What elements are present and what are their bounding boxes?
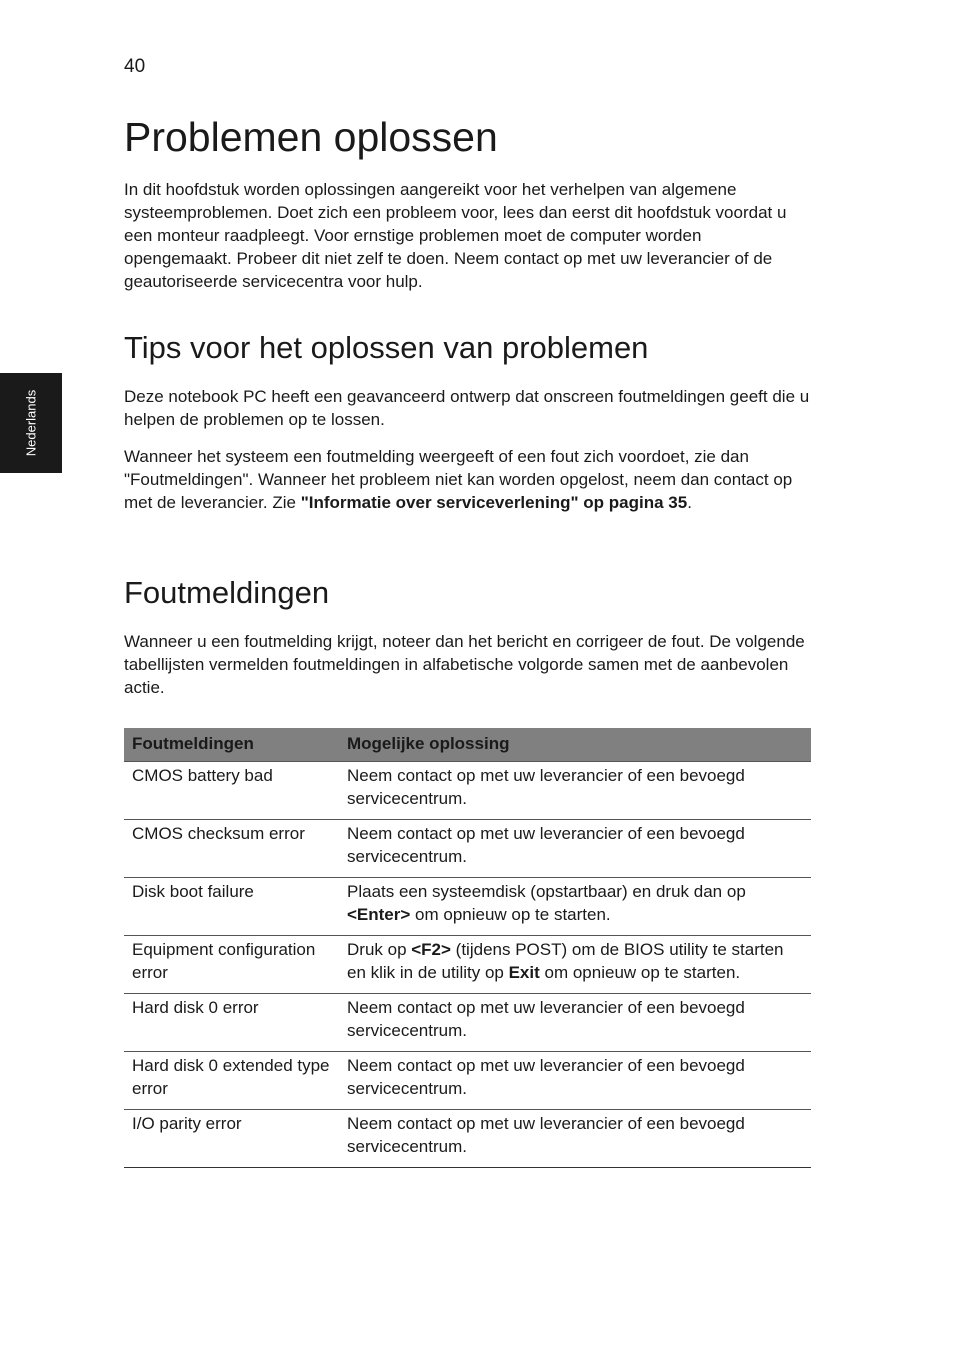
table-row [124, 762, 811, 820]
language-side-tab [0, 373, 62, 473]
error-cell: Hard disk 0 error [124, 994, 339, 1052]
table-header-row [124, 728, 811, 762]
intro-paragraph: In dit hoofdstuk worden oplossingen aangereikt voor het verhelpen van algemene systeemproblemen. Doet zich een probleem voor, lees dan eerst dit hoofdstuk voordat u een monteur raadpleegt. Voor ernstige problemen moet de computer worden opengemaakt. Probeer dit niet zelf te doen. Neem contact op met uw leverancier of de geautoriseerde servicecentra voor hulp. [124, 180, 787, 291]
error-messages-table [124, 728, 811, 1168]
tips-paragraph-2-text: Wanneer het systeem een foutmelding weergeeft of een fout zich voordoet, zie dan "Foutmeldingen". Wanneer het probleem niet kan worden opgelost, neem dan contact op met de leverancier. Zie [124, 447, 793, 512]
language-side-tab-label: Nederlands [23, 389, 39, 457]
page-number: 40 [124, 56, 146, 77]
tips-paragraph-2-end: . [687, 493, 692, 512]
solution-cell: Neem contact op met uw leverancier of een bevoegd servicecentrum. [339, 1052, 811, 1110]
service-info-reference: "Informatie over serviceverlening" op pagina 35 [300, 493, 688, 512]
solution-text: Plaats een systeemdisk (opstartbaar) en druk dan op [347, 882, 746, 901]
solution-text: om opnieuw op te starten. [539, 963, 741, 982]
table-header-errors: Foutmeldingen [124, 728, 339, 762]
solution-cell: Neem contact op met uw leverancier of een bevoegd servicecentrum. [339, 994, 811, 1052]
solution-cell: Neem contact op met uw leverancier of een bevoegd servicecentrum. [339, 762, 811, 820]
error-cell: Disk boot failure [124, 878, 339, 936]
solution-cell [339, 936, 811, 994]
table-row [124, 936, 811, 994]
errors-paragraph: Wanneer u een foutmelding krijgt, noteer dan het bericht en corrigeer de fout. De volgende tabellijsten vermelden foutmeldingen in alfabetische volgorde samen met de aanbevolen actie. [124, 632, 805, 697]
solution-text: Druk op [347, 940, 412, 959]
errors-heading: Foutmeldingen [124, 575, 330, 610]
page-title: Problemen oplossen [124, 114, 498, 160]
solution-text: (tijdens POST) om de BIOS utility te starten en klik in de utility op [347, 940, 784, 982]
solution-text: om opnieuw op te starten. [410, 905, 611, 924]
enter-key-label: <Enter> [347, 905, 411, 924]
solution-cell [339, 878, 811, 936]
tips-paragraph-1: Deze notebook PC heeft een geavanceerd ontwerp dat onscreen foutmeldingen geeft die u helpen de problemen op te lossen. [124, 387, 810, 429]
error-cell: Equipment configuration error [124, 936, 339, 994]
table-header-solution: Mogelijke oplossing [339, 728, 811, 762]
error-cell: CMOS battery bad [124, 762, 339, 820]
tips-heading: Tips voor het oplossen van problemen [124, 330, 649, 365]
solution-cell: Neem contact op met uw leverancier of een bevoegd servicecentrum. [339, 1110, 811, 1168]
error-cell: Hard disk 0 extended type error [124, 1052, 339, 1110]
table-row [124, 994, 811, 1052]
table-row [124, 820, 811, 878]
solution-cell: Neem contact op met uw leverancier of een bevoegd servicecentrum. [339, 820, 811, 878]
table-row [124, 878, 811, 936]
table-row [124, 1110, 811, 1168]
tips-paragraph-2 [124, 445, 812, 514]
error-cell: I/O parity error [124, 1110, 339, 1168]
exit-label: Exit [508, 963, 540, 982]
f2-key-label: <F2> [411, 940, 451, 959]
error-cell: CMOS checksum error [124, 820, 339, 878]
table-row [124, 1052, 811, 1110]
